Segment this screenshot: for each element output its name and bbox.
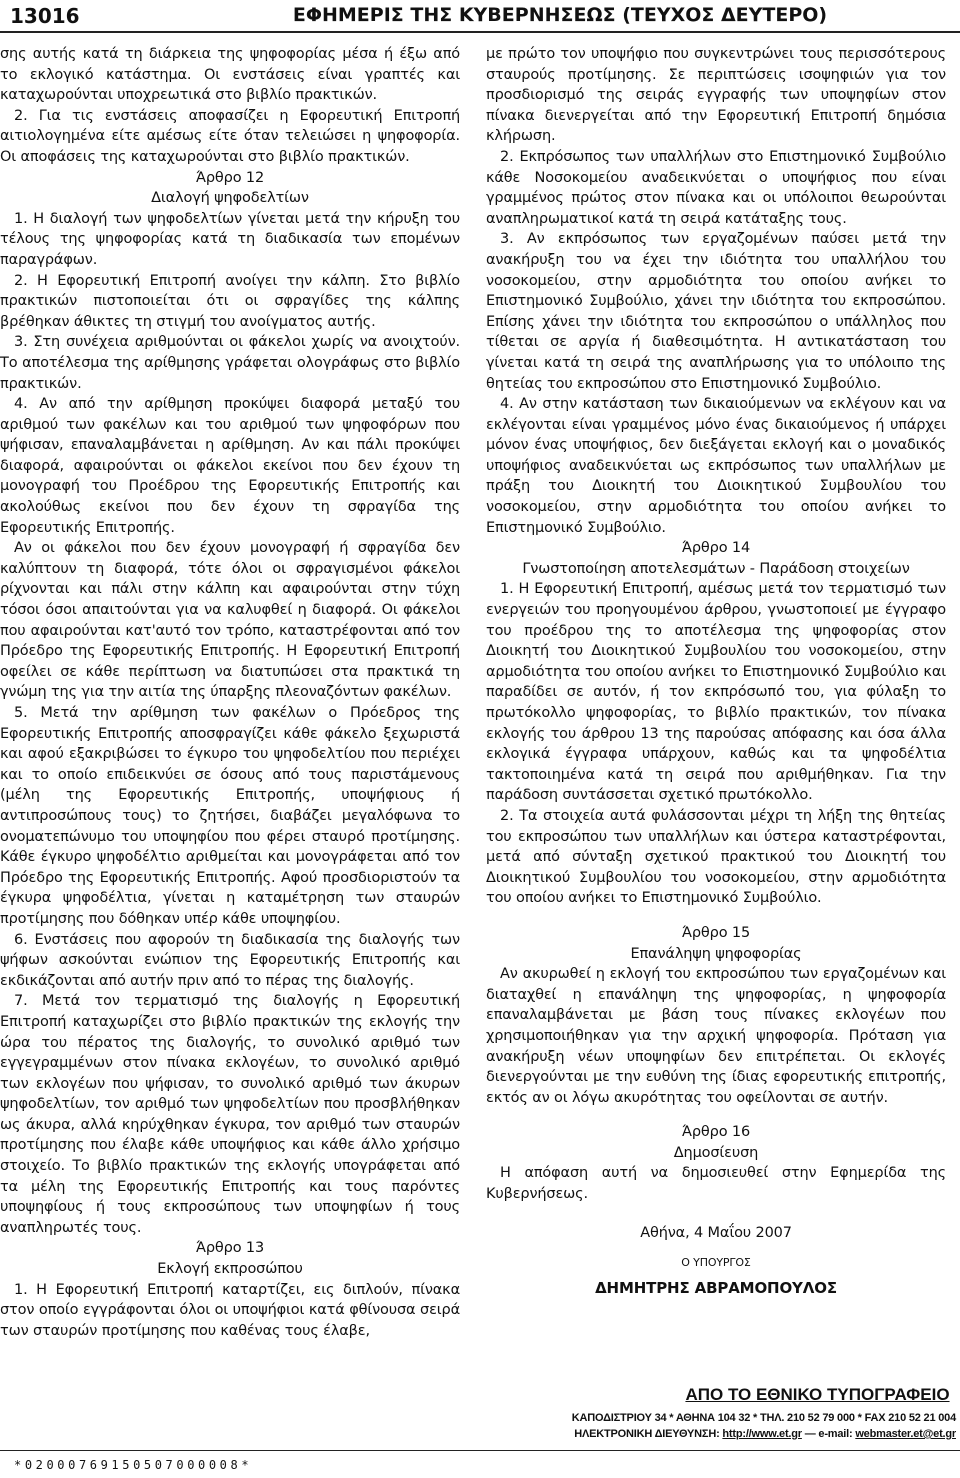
page-header — [0, 0, 960, 30]
paragraph: 4. Αν από την αρίθμηση προκύψει διαφορά μεταξύ του αριθμού των φακέλων και του αριθμού των ψηφοφόρων που ψήφισαν, επαναλαμβάνεται η αρίθμηση. Αν και πάλι προκύψει διαφορά, αφαιρούνται οι φάκελοι εκείνοι που δεν έχουν τη μονογραφή του Προέδρου της Εφορευτικής Επιτροπής και ακολούθως εκείνοι που δεν έχουν τη σφραγίδα της Εφορευτικής Επιτροπής. — [0, 396, 460, 536]
header-rule — [0, 31, 960, 33]
paragraph: 2. Για τις ενστάσεις αποφασίζει η Εφορευτική Επιτροπή αιτιολογημένα είτε αμέσως είτε όταν τελειώσει η ψηφοφορία. Οι αποφάσεις της καταχωρούνται στο βιβλίο πρακτικών. — [0, 107, 460, 165]
email-link[interactable]: webmaster.et@et.gr — [855, 1428, 956, 1440]
article-12-subtitle: Διαλογή ψηφοδελτίων — [151, 190, 309, 207]
minister-role: Ο ΥΠΟΥΡΓΟΣ — [681, 1256, 751, 1270]
paragraph: σης αυτής κατά τη διάρκεια της ψηφοφορίας μέσα ή έξω από το εκλογικό κατάστημα. Οι ενστάσεις είναι γραπτές και καταχωρούνται υποχρεωτικά στο βιβλίο πρακτικών. — [0, 46, 460, 104]
minister-name: ΔΗΜΗΤΡΗΣ ΑΒΡΑΜΟΠΟΥΛΟΣ — [595, 1278, 837, 1297]
article-12-title: Άρθρο 12 — [195, 169, 265, 186]
article-14-title: Άρθρο 14 — [681, 540, 751, 557]
footer-rule — [0, 1450, 960, 1451]
article-13-subtitle: Εκλογή εκπροσώπου — [157, 1261, 303, 1278]
article-14-subtitle: Γνωστοποίηση αποτελεσμάτων - Παράδοση στοιχείων — [522, 560, 910, 577]
paragraph: 2. Η Εφορευτική Επιτροπή ανοίγει την κάλπη. Στο βιβλίο πρακτικών πιστοποιείται ότι οι σφραγίδες της κάλπης βρέθηκαν άθικτες τη στιγμή του ανοίγματος αυτής. — [0, 272, 460, 330]
left-column — [0, 44, 460, 1341]
place-date: Αθήνα, 4 Μαΐου 2007 — [640, 1224, 792, 1241]
paragraph: 2. Τα στοιχεία αυτά φυλάσσονται μέχρι τη λήξη της θητείας του εκπροσώπου των υπαλλήλων και ύστερα καταστρέφονται, μετά από σύνταξη σχετικού πρακτικού του Διοικητή του Διοικητικού Συμβουλίου του νοσοκομείου, στην αρμοδιότητα του οποίου ανήκει το Επιστημονικό Συμβούλιο. — [486, 807, 946, 907]
article-13-title: Άρθρο 13 — [195, 1240, 265, 1257]
paragraph: 1. Η Εφορευτική Επιτροπή καταρτίζει, εις διπλούν, πίνακα στον οποίο εγγράφονται όλοι οι υποψήφιοι κατά φθίνουσα σειρά των σταυρών προτίμησης που καθένας τους έλαβε, — [0, 1281, 460, 1339]
spacer — [486, 1108, 946, 1122]
printer-contact — [500, 1428, 956, 1440]
paragraph: 3. Στη συνέχεια αριθμούνται οι φάκελοι χωρίς να ανοιχτούν. Το αποτέλεσμα της αρίθμησης γράφεται ολογράφως στο βιβλίο πρακτικών. — [0, 334, 460, 392]
paragraph: Η απόφαση αυτή να δημοσιευθεί στην Εφημερίδα της Κυβερνήσεως. — [486, 1165, 946, 1203]
page-number: 13016 — [10, 4, 80, 28]
article-16-title: Άρθρο 16 — [681, 1124, 751, 1141]
article-15-subtitle: Επανάληψη ψηφοφορίας — [630, 945, 802, 962]
contact-prefix: ΗΛΕΚΤΡΟΝΙΚΗ ΔΙΕΥΘΥΝΣΗ: — [574, 1428, 723, 1440]
paragraph: 1. Η διαλογή των ψηφοδελτίων γίνεται μετά την κήρυξη του τέλους της ψηφοφορίας κατά τη διαδικασία των επομένων παραγράφων. — [0, 210, 460, 268]
paragraph: 4. Αν στην κατάσταση των δικαιούμενων να εκλέγουν και να εκλέγονται είναι γραμμένος μόνο ένας δικαιούμενος ή υπάρχει μόνον ένας υποψήφιος, δεν διεξάγεται εκλογή και ο μοναδικός υποψήφιος αναδεικνύεται ως εκπρόσωπος των υπαλλήλων με πράξη του Διοικητή του Διοικητικού Συμβουλίου του νοσοκομείου, στην αρμοδιότητα του οποίου ανήκει το Επιστημονικό Συμβούλιο. — [486, 396, 946, 536]
paragraph: 6. Ενστάσεις που αφορούν τη διαδικασία της διαλογής των ψήφων ασκούνται ενώπιον της Εφορευτικής Επιτροπής και εκδικάζονται από αυτήν πριν από το πέρας της διαλογής. — [0, 931, 460, 989]
paragraph: 2. Εκπρόσωπος των υπαλλήλων στο Επιστημονικό Συμβούλιο κάθε Νοσοκομείου αναδεικνύεται ο υποψήφιος που είναι γραμμένος πρώτος στον πίνακα και οι υπόλοιποι θεωρούνται αναπληρωματικοί κατά τη σειρά κατάταξης τους. — [486, 148, 946, 227]
article-15-title: Άρθρο 15 — [681, 924, 751, 941]
paragraph: Αν οι φάκελοι που δεν έχουν μονογραφή ή σφραγίδα δεν καλύπτουν τη διαφορά, τότε όλοι οι σφραγισμένοι φάκελοι ρίχνονται και πάλι στην κάλπη και αφαιρούνται στην τύχη τόσοι όσοι απαιτούνται για να καλυφθεί η διαφορά. Οι φάκελοι που αφαιρούνται κατ'αυτό τον τρόπο, καταστρέφονται από τον Πρόεδρο της Εφορευτικής Επιτροπής. Η Εφορευτική Επιτροπή οφείλει σε κάθε περίπτωση να διατυπώσει στα πρακτικά τη γνώμη της για την αιτία της ύπαρξης πλεοναζόντων φακέλων. — [0, 540, 460, 701]
website-link[interactable]: http://www.et.gr — [722, 1428, 802, 1440]
right-column — [486, 44, 946, 1298]
spacer — [486, 909, 946, 923]
paragraph: Αν ακυρωθεί η εκλογή του εκπροσώπου των εργαζομένων και διαταχθεί η επανάληψη της ψηφοφορίας, η ψηφοφορία επαναλαμβάνεται με βάση τους πίνακες εκλογέων που χρησιμοποιήθηκαν για την αρχική ψηφοφορία. Πρόταση για ανακήρυξη νέων υποψηφίων δεν επιτρέπεται. Οι εκλογές διενεργούνται με την ευθύνη της ίδιας εφορευτικής επιτροπής, εκτός αν οι λόγω ακυρότητας του οφείλονται σε αυτήν. — [486, 966, 946, 1106]
printer-address: ΚΑΠΟΔΙΣΤΡΙΟΥ 34 * ΑΘΗΝΑ 104 32 * ΤΗΛ. 210 52 79 000 * FAX 210 52 21 004 — [571, 1412, 956, 1424]
contact-separator: — e-mail: — [801, 1428, 856, 1440]
paragraph: 3. Αν εκπρόσωπος των εργαζομένων παύσει μετά την ανακήρυξη του να έχει την ιδιότητα του υπαλλήλου του νοσοκομείου, στην αρμοδιότητα του οποίου ανήκει το Επιστημονικό Συμβούλιο, χάνει την ιδιότητα του εκπροσώπου. Επίσης χάνει την ιδιότητα του εκπροσώπου ο υπάλληλος που τίθεται σε αργία ή διαθεσιμότητα. Η αντικατάσταση του γίνεται κατά τη σειρά της αναπλήρωσης για το υπόλοιπο της θητείας του εκπροσώπου στο Επιστημονικό Συμβούλιο. — [486, 231, 946, 392]
paragraph: με πρώτο τον υποψήφιο που συγκεντρώνει τους περισσότερους σταυρούς προτίμησης. Σε περιπτώσεις ισοψηφιών για τον προσδιορισμό της σειράς εγγραφής των υποψηφίων στον πίνακα διενεργείται από την Εφορευτική Επιτροπή δημόσια κλήρωση. — [486, 46, 946, 145]
printer-title: ΑΠΟ ΤΟ ΕΘΝΙΚΟ ΤΥΠΟΓΡΑΦΕΙΟ — [685, 1385, 950, 1404]
barcode: *02000769150507000008* — [14, 1458, 253, 1472]
article-16-subtitle: Δημοσίευση — [673, 1144, 759, 1161]
paragraph: 7. Μετά τον τερματισμό της διαλογής η Εφορευτική Επιτροπή καταχωρίζει στο βιβλίο πρακτικών της εκλογής την ώρα του πέρατος της διαλογής, το συνολικό αριθμό των εγγεγραμμένων στον πίνακα εκλογέων, το συνολικό αριθμό των εκλογέων που ψήφισαν, το συνολικό αριθμό των άκυρων ψηφοδελτίων, τον αριθμό των ψηφοδελτίων που προσβλήθηκαν ως άκυρα, αλλά κηρύχθηκαν έγκυρα, τον αριθμό των σταυρών προτίμησης που έλαβε κάθε υποψήφιος και κάθε άλλο χρήσιμο στοιχείο. Το βιβλίο πρακτικών της εκλογής υπογράφεται από τα μέλη της Εφορευτικής Επιτροπής και τους παρόντες υποψηφίους ή τους εκπροσώπους των υποψηφίων ή τους αναπληρωτές τους. — [0, 993, 460, 1236]
gazette-title: ΕΦΗΜΕΡΙΣ ΤΗΣ ΚΥΒΕΡΝΗΣΕΩΣ (ΤΕΥΧΟΣ ΔΕΥΤΕΡΟ) — [292, 4, 828, 26]
paragraph: 1. Η Εφορευτική Επιτροπή, αμέσως μετά τον τερματισμό των ενεργειών του προηγουμένου άρθρου, γνωστοποιεί με έγγραφο του προέδρου της το αποτέλεσμα της ψηφοφορίας στον Διοικητή του Διοικητικού Συμβουλίου του νοσοκομείου, στην αρμοδιότητα του οποίου ανήκει το Επιστημονικό Συμβούλιο και παραδίδει σε αυτόν, ή τον εκπρόσωπό του, για φύλαξη το πρωτόκολλο ψηφοφορίας, το βιβλίο πρακτικών, τον πίνακα εκλογής του άρθρου 13 της παρούσας απόφασης και όσα άλλα εκλογικά έγγραφα υπάρχουν, καθώς και τα ψηφοδέλτια τακτοποιημένα κατά τη σειρά που αριθμήθηκαν. Για την παράδοση συντάσσεται σχετικό πρωτόκολλο. — [486, 581, 946, 804]
paragraph: 5. Μετά την αρίθμηση των φακέλων ο Πρόεδρος της Εφορευτικής Επιτροπής αποσφραγίζει κάθε φάκελο ξεχωριστά και αφού εξακριβώσει το έγκυρο του ψηφοδελτίου που περιέχει και το οποίο επιδεικνύει σε όσους από τους παριστάμενους (μέλη της Εφορευτικής Επιτροπής, υποψήφιους ή αντιπροσώπους τους) το ζητήσει, διαβάζει μεγαλόφωνα το ονοματεπώνυμο του υποψηφίου που φέρει σταυρό προτίμησης. Κάθε έγκυρο ψηφοδέλτιο αριθμείται και μονογράφεται από τον Πρόεδρο της Εφορευτικής Επιτροπής. Αφού προσδιοριστούν τα έγκυρα ψηφοδέλτια, γίνεται η καταμέτρηση των σταυρών προτίμησης που δόθηκαν υπέρ κάθε υποψηφίου. — [0, 705, 460, 927]
